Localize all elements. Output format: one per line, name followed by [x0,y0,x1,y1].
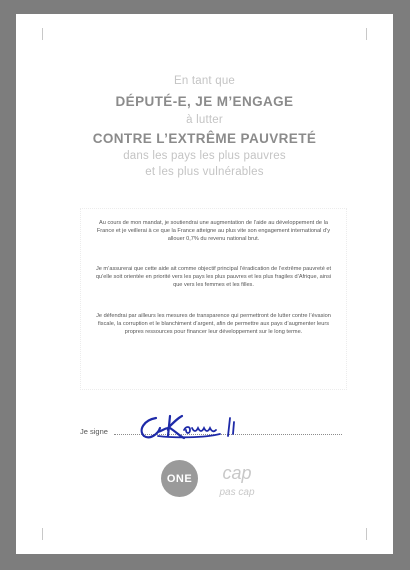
heading-deputy: DÉPUTÉ-E, JE M’ENGAGE [115,94,294,109]
heading-intro: En tant que [173,75,236,87]
handwritten-signature [134,408,264,444]
pledge-page [16,14,393,554]
crop-mark-bottom-right [366,528,379,540]
cap-logo-text: cap [222,463,252,483]
pledge-paragraph-2: Je m’assurerai que cette aide ait comme objectif principal l’éradication de l’extrême pauvreté et qu’elle soit orientée en priorité vers les pays les plus pauvres et les plus fragiles d’Afrique, ainsi que vers les femmes et les filles. [95,266,332,289]
heading-poverty: CONTRE L’EXTRÊME PAUVRETÉ [92,131,317,146]
pledge-text-box [80,208,347,390]
pledge-paragraph-1: Au cours de mon mandat, je soutiendrai une augmentation de l’aide au développement de la France et je veillerai à ce que la France atteigne au plus vite son engagement international d’y allouer 0,7% du revenu national brut. [96,220,331,243]
heading-fight: à lutter [186,114,223,126]
crop-mark-top-left [30,28,43,40]
heading-vulnerable: et les plus vulnérables [145,166,264,178]
signature-label: Je signe [80,427,108,436]
pas-cap-logo-text: pas cap [219,487,255,498]
pledge-paragraph-3: Je défendrai par ailleurs les mesures de transparence qui permettront de lutter contre l’évasion fiscale, la corruption et le blanchiment d’argent, afin de permettre aux pays d’augmenter leurs propres ressources pour financer leur développement sur le long terme. [96,313,331,336]
cap-pas-cap-logo [212,455,262,503]
crop-mark-top-right [366,28,379,40]
crop-mark-bottom-left [30,528,43,540]
one-logo: ONE [161,460,198,497]
heading-countries: dans les pays les plus pauvres [123,150,286,162]
